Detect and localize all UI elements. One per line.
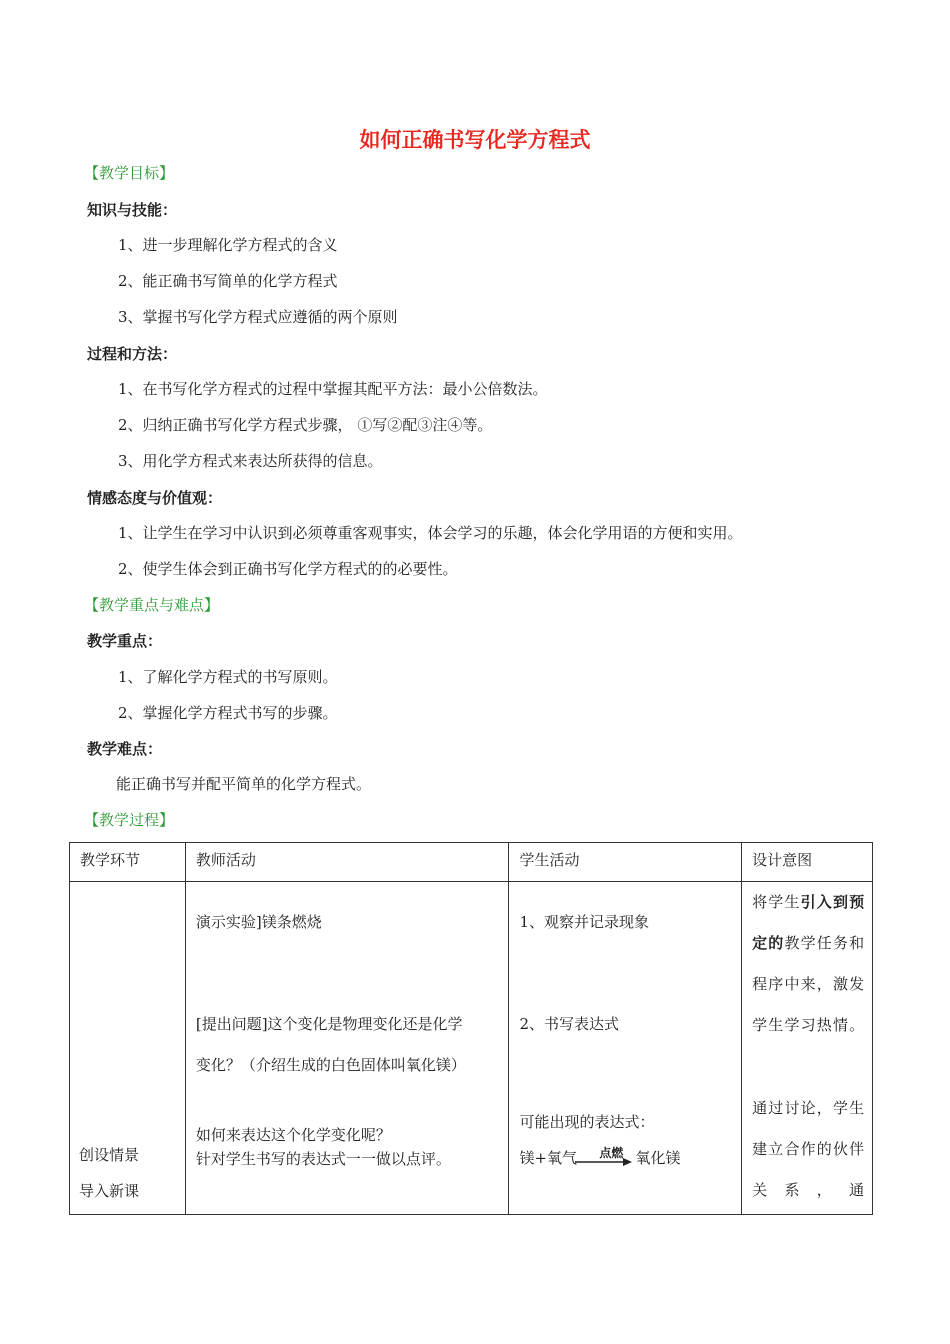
- difficulty-text: 能正确书写并配平简单的化学方程式。: [116, 775, 372, 793]
- design-intent-1: [752, 882, 864, 1046]
- reaction-arrow-icon: [575, 1156, 633, 1166]
- teacher-question: 变化？（介绍生成的白色固体叫氧化镁）: [195, 1056, 466, 1074]
- table-header-row: [70, 843, 873, 882]
- list-item: 2、使学生体会到正确书写化学方程式的的必要性。: [118, 560, 458, 578]
- list-item: 1、了解化学方程式的书写原则。: [118, 668, 338, 686]
- equation-product: 氧化镁: [635, 1149, 681, 1167]
- teacher-question: [提出问题]这个变化是物理变化还是化学: [195, 1015, 463, 1033]
- heading-process: 过程和方法：: [87, 345, 178, 363]
- heading-difficulty: 教学难点：: [87, 740, 163, 758]
- teacher-demo: 演示实验]镁条燃烧: [195, 913, 322, 931]
- column-header: 教师活动: [195, 851, 256, 869]
- list-item: 1、让学生在学习中认识到必须尊重客观事实，体会学习的乐趣，体会化学用语的方便和实用。: [118, 524, 743, 542]
- stage-label: 创设情景: [79, 1146, 140, 1164]
- column-header: 学生活动: [519, 851, 580, 869]
- section-objectives: 【教学目标】: [84, 164, 175, 182]
- list-item: 3、用化学方程式来表达所获得的信息。: [118, 452, 383, 470]
- document-title: 如何正确书写化学方程式: [359, 128, 591, 152]
- process-table: [69, 842, 873, 1215]
- intent-text: 教学任务和程序中来，激发学生学习热情。: [752, 934, 865, 1034]
- list-item: 1、在书写化学方程式的过程中掌握其配平方法：最小公倍数法。: [118, 380, 548, 398]
- equation-condition: 点燃: [599, 1146, 624, 1160]
- table-row: [70, 882, 873, 1215]
- list-item: 1、进一步理解化学方程式的含义: [118, 236, 338, 254]
- list-item: 2、掌握化学方程式书写的步骤。: [118, 704, 338, 722]
- student-write: 2、书写表达式: [519, 1015, 619, 1033]
- heading-knowledge: 知识与技能：: [87, 201, 178, 219]
- intent-emphasis: 预定的: [752, 893, 865, 952]
- teacher-comment: 针对学生书写的表达式一一做以点评。: [195, 1150, 451, 1168]
- design-intent-2: 通过讨论，学生建立合作的伙伴关系，通: [752, 1099, 865, 1199]
- equation-reactants: 镁+氧气: [519, 1149, 578, 1167]
- stage-label: 导入新课: [79, 1182, 140, 1200]
- intent-text: 将学生: [752, 893, 801, 911]
- section-process: 【教学过程】: [84, 811, 175, 829]
- list-item: 3、掌握书写化学方程式应遵循的两个原则: [118, 308, 398, 326]
- section-keypoints: 【教学重点与难点】: [84, 596, 220, 614]
- column-header: 教学环节: [80, 851, 141, 869]
- list-item: 2、归纳正确书写化学方程式步骤， ①写②配③注④等。: [118, 416, 493, 434]
- student-possible: 可能出现的表达式：: [519, 1113, 655, 1131]
- heading-focus: 教学重点：: [87, 632, 163, 650]
- column-header: 设计意图: [752, 851, 813, 869]
- intent-emphasis: 引入到: [800, 893, 850, 911]
- list-item: 2、能正确书写简单的化学方程式: [118, 272, 338, 290]
- heading-emotion: 情感态度与价值观：: [87, 489, 223, 507]
- teacher-how: 如何来表达这个化学变化呢？: [195, 1126, 391, 1144]
- student-observe: 1、观察并记录现象: [519, 913, 649, 931]
